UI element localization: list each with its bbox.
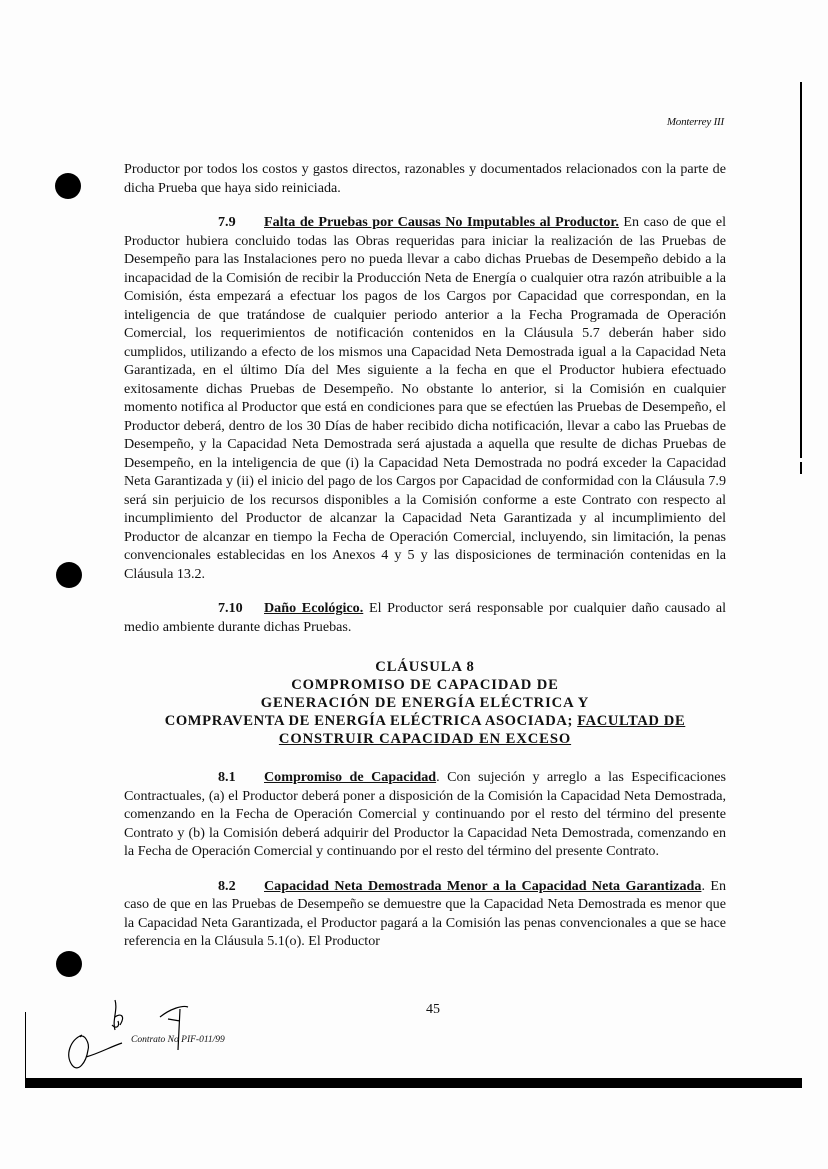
section-number: 8.1 xyxy=(218,769,236,785)
section-text: . En caso de que en las Pruebas de Desempeño se demuestre que la Capacidad Neta Demostrada es menor que la Capacidad Neta Garantizada, el Productor pagará a la Comisión las penas convencionales a que se hace referencia en la Cláusula 5.1(o). El Productor xyxy=(124,877,727,949)
scan-edge-line xyxy=(25,1012,26,1082)
running-head: Monterrey III xyxy=(666,116,724,128)
paragraph-continuation: Productor por todos los costos y gastos directos, razonables y documentados relacionados con la parte de dicha Prueba que haya sido reiniciada. xyxy=(124,161,726,196)
clause-title-underlined: CONSTRUIR CAPACIDAD EN EXCESO xyxy=(278,731,572,747)
section-number: 7.10 xyxy=(218,600,243,616)
scan-bottom-bar xyxy=(25,1078,802,1088)
section-7-9 xyxy=(124,213,726,583)
section-8-1 xyxy=(124,768,726,861)
clause-heading xyxy=(124,658,726,748)
clause-title-line: COMPROMISO DE CAPACIDAD DE xyxy=(291,677,559,693)
section-title: Compromiso de Capacidad xyxy=(264,769,437,785)
section-text: En caso de que el Productor hubiera concluido todas las Obras requeridas para iniciar la realización de las Pruebas de Desempeño para las Instalaciones pero no pueda llevar a cabo dichas Pruebas de Desempeño debido a la incapacidad de la Comisión de recibir la Producción Neta de Energía o cualquier otra razón atribuible a la Comisión, ésta empezará a efectuar los pagos de los Cargos por Capacidad que correspondan, en la inteligencia de que tratándose de cualquier periodo anterior a la Fecha Programada de Operación Comercial, los requerimientos de notificación contenidos en la Cláusula 5.7 deberán haber sido cumplidos, utilizando a efecto de los mismos una Capacidad Neta Demostrada igual a la Capacidad Neta Garantizada, en el último Día del Mes siguiente a la fecha en que el Productor hubiera efectuado exitosamente dichas Pruebas de Desempeño. No obstante lo anterior, si la Comisión en cualquier momento notifica al Productor que está en condiciones para que se efectúen las Pruebas de Desempeño, el Productor deberá, dentro de los 30 Días de haber recibido dicha notificación, llevar a cabo las Pruebas de Desempeño, y la Capacidad Neta Demostrada será ajustada a aquella que resulte de dichas Pruebas de Desempeño, en la inteligencia de que (i) la Capacidad Neta Demostrada no podrá exceder la Capacidad Neta Garantizada y (ii) el inicio del pago de los Cargos por Capacidad de conformidad con la Cláusula 7.9 será sin perjuicio de los recursos disponibles a la Comisión conforme a este Contrato con respecto al incumplimiento del Productor de alcanzar la Capacidad Neta Garantizada y al incumplimiento del Productor de alcanzar en tiempo la Fecha de Operación Comercial, incluyendo, sin limitación, la penas convencionales establecidas en los Anexos 4 y 5 y las disposiciones de terminación contenidas en la Cláusula 13.2. xyxy=(124,214,726,582)
document-body xyxy=(124,160,726,951)
section-8-2 xyxy=(124,877,726,951)
section-number: 7.9 xyxy=(218,214,236,230)
section-title: Capacidad Neta Demostrada Menor a la Capacidad Neta Garantizada xyxy=(264,877,702,894)
page-number: 45 xyxy=(426,1002,440,1017)
section-number: 8.2 xyxy=(218,877,236,894)
clause-title-line xyxy=(124,712,726,730)
contract-footer xyxy=(131,1035,225,1045)
section-text: El Productor será responsable por cualquier daño causado al medio ambiente durante dichas Pruebas. xyxy=(124,600,727,635)
clause-title-part: COMPRAVENTA DE ENERGÍA ELÉCTRICA ASOCIADA; xyxy=(164,713,578,729)
punch-hole xyxy=(56,562,82,588)
punch-hole xyxy=(55,173,81,199)
contract-label: Contrato No xyxy=(131,1035,179,1045)
clause-number: CLÁUSULA 8 xyxy=(375,659,475,675)
punch-hole xyxy=(56,951,82,977)
clause-title-line: GENERACIÓN DE ENERGÍA ELÉCTRICA Y xyxy=(260,695,590,711)
scan-edge-line xyxy=(800,82,802,458)
clause-title-underlined: FACULTAD DE xyxy=(577,713,686,729)
section-title: Falta de Pruebas por Causas No Imputables al Productor. xyxy=(264,214,619,230)
scan-edge-line xyxy=(800,462,802,474)
section-7-10 xyxy=(124,599,726,636)
section-title: Daño Ecológico. xyxy=(264,600,364,616)
section-text: . Con sujeción y arreglo a las Especificaciones Contractuales, (a) el Productor deberá poner a disposición de la Comisión la Capacidad Neta Demostrada, comenzando en la Fecha de Operación Comercial y continuando por el resto del término del presente Contrato y (b) la Comisión deberá adquirir del Productor la Capacidad Neta Demostrada, comenzando en la Fecha de Operación Comercial y continuando por el resto del término del presente Contrato. xyxy=(124,769,726,859)
contract-number: PIF-011/99 xyxy=(181,1035,225,1045)
